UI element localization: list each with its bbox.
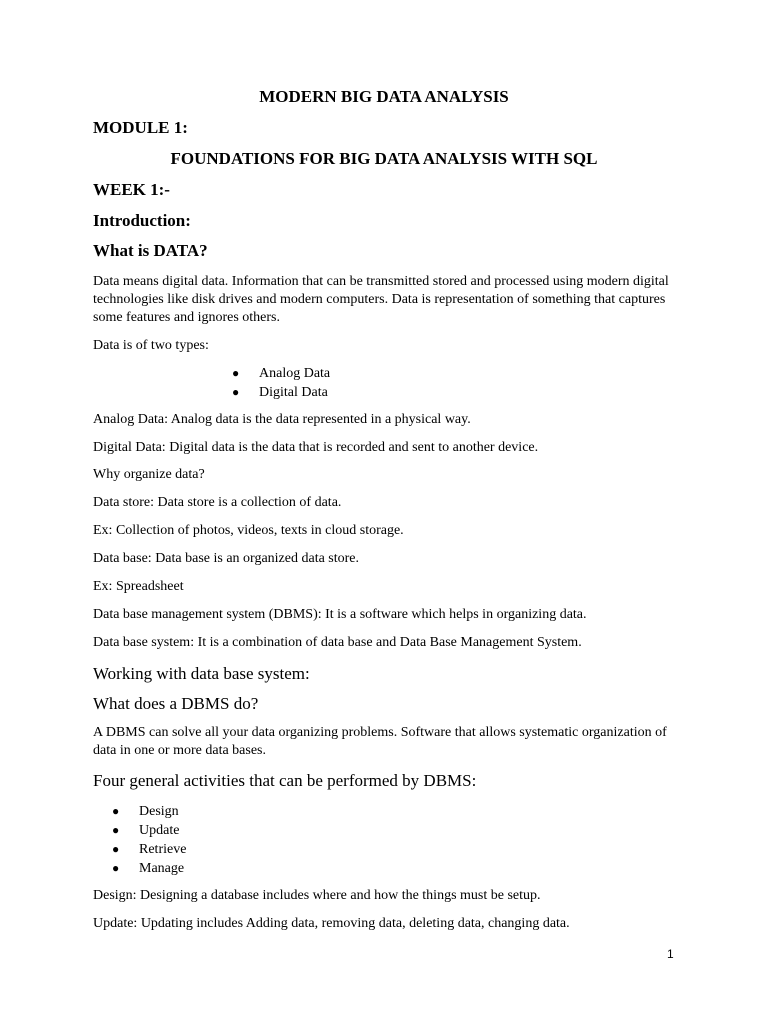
data-store-example: Ex: Collection of photos, videos, texts in cloud storage. <box>93 523 404 538</box>
module-heading: MODULE 1: <box>93 118 188 137</box>
why-organize-heading: Why organize data? <box>93 467 205 482</box>
list-item: ● Retrieve <box>112 842 187 857</box>
dbms-definition: Data base management system (DBMS): It is a software which helps in organizing data. <box>93 607 587 622</box>
data-types-intro: Data is of two types: <box>93 338 209 353</box>
bullet-icon: ● <box>112 823 120 837</box>
db-system-definition: Data base system: It is a combination of data base and Data Base Management System. <box>93 635 582 650</box>
bullet-icon: ● <box>112 861 120 875</box>
digital-definition: Digital Data: Digital data is the data that is recorded and sent to another device. <box>93 440 539 455</box>
introduction-heading: Introduction: <box>93 211 191 230</box>
list-item: ● Analog Data <box>232 366 331 381</box>
data-store-definition: Data store: Data store is a collection of data. <box>93 495 342 510</box>
bullet-icon: ● <box>232 385 240 399</box>
analog-definition: Analog Data: Analog data is the data represented in a physical way. <box>93 412 471 427</box>
document-title: MODERN BIG DATA ANALYSIS <box>259 87 509 106</box>
bullet-icon: ● <box>232 366 240 380</box>
what-is-data-heading: What is DATA? <box>93 241 208 260</box>
update-definition: Update: Updating includes Adding data, removing data, deleting data, changing data. <box>93 916 570 931</box>
list-item: ● Manage <box>112 861 185 876</box>
data-paragraph: Data means digital data. Information that can be transmitted stored and processed using modern digital technologies like disk drives and modern computers. Data is representation of something that captures some features and ignores others. <box>93 274 669 325</box>
design-definition: Design: Designing a database includes where and how the things must be setup. <box>93 888 541 903</box>
data-types-list <box>232 364 331 402</box>
list-item: ● Update <box>112 823 180 838</box>
working-heading: Working with data base system: <box>93 664 310 683</box>
bullet-icon: ● <box>112 804 120 818</box>
list-item: ● Design <box>112 804 179 819</box>
data-base-example: Ex: Spreadsheet <box>93 579 184 594</box>
activities-list <box>112 802 187 878</box>
list-item: ● Digital Data <box>232 385 328 400</box>
what-dbms-do-heading: What does a DBMS do? <box>93 694 259 713</box>
dbms-paragraph: A DBMS can solve all your data organizing problems. Software that allows systematic organization of data in one or more data bases. <box>93 725 667 758</box>
module-title: FOUNDATIONS FOR BIG DATA ANALYSIS WITH SQL <box>170 149 598 168</box>
week-heading: WEEK 1:- <box>93 180 170 199</box>
page-number: 1 <box>667 947 674 961</box>
data-base-definition: Data base: Data base is an organized data store. <box>93 551 360 566</box>
bullet-icon: ● <box>112 842 120 856</box>
activities-heading: Four general activities that can be performed by DBMS: <box>93 771 477 790</box>
